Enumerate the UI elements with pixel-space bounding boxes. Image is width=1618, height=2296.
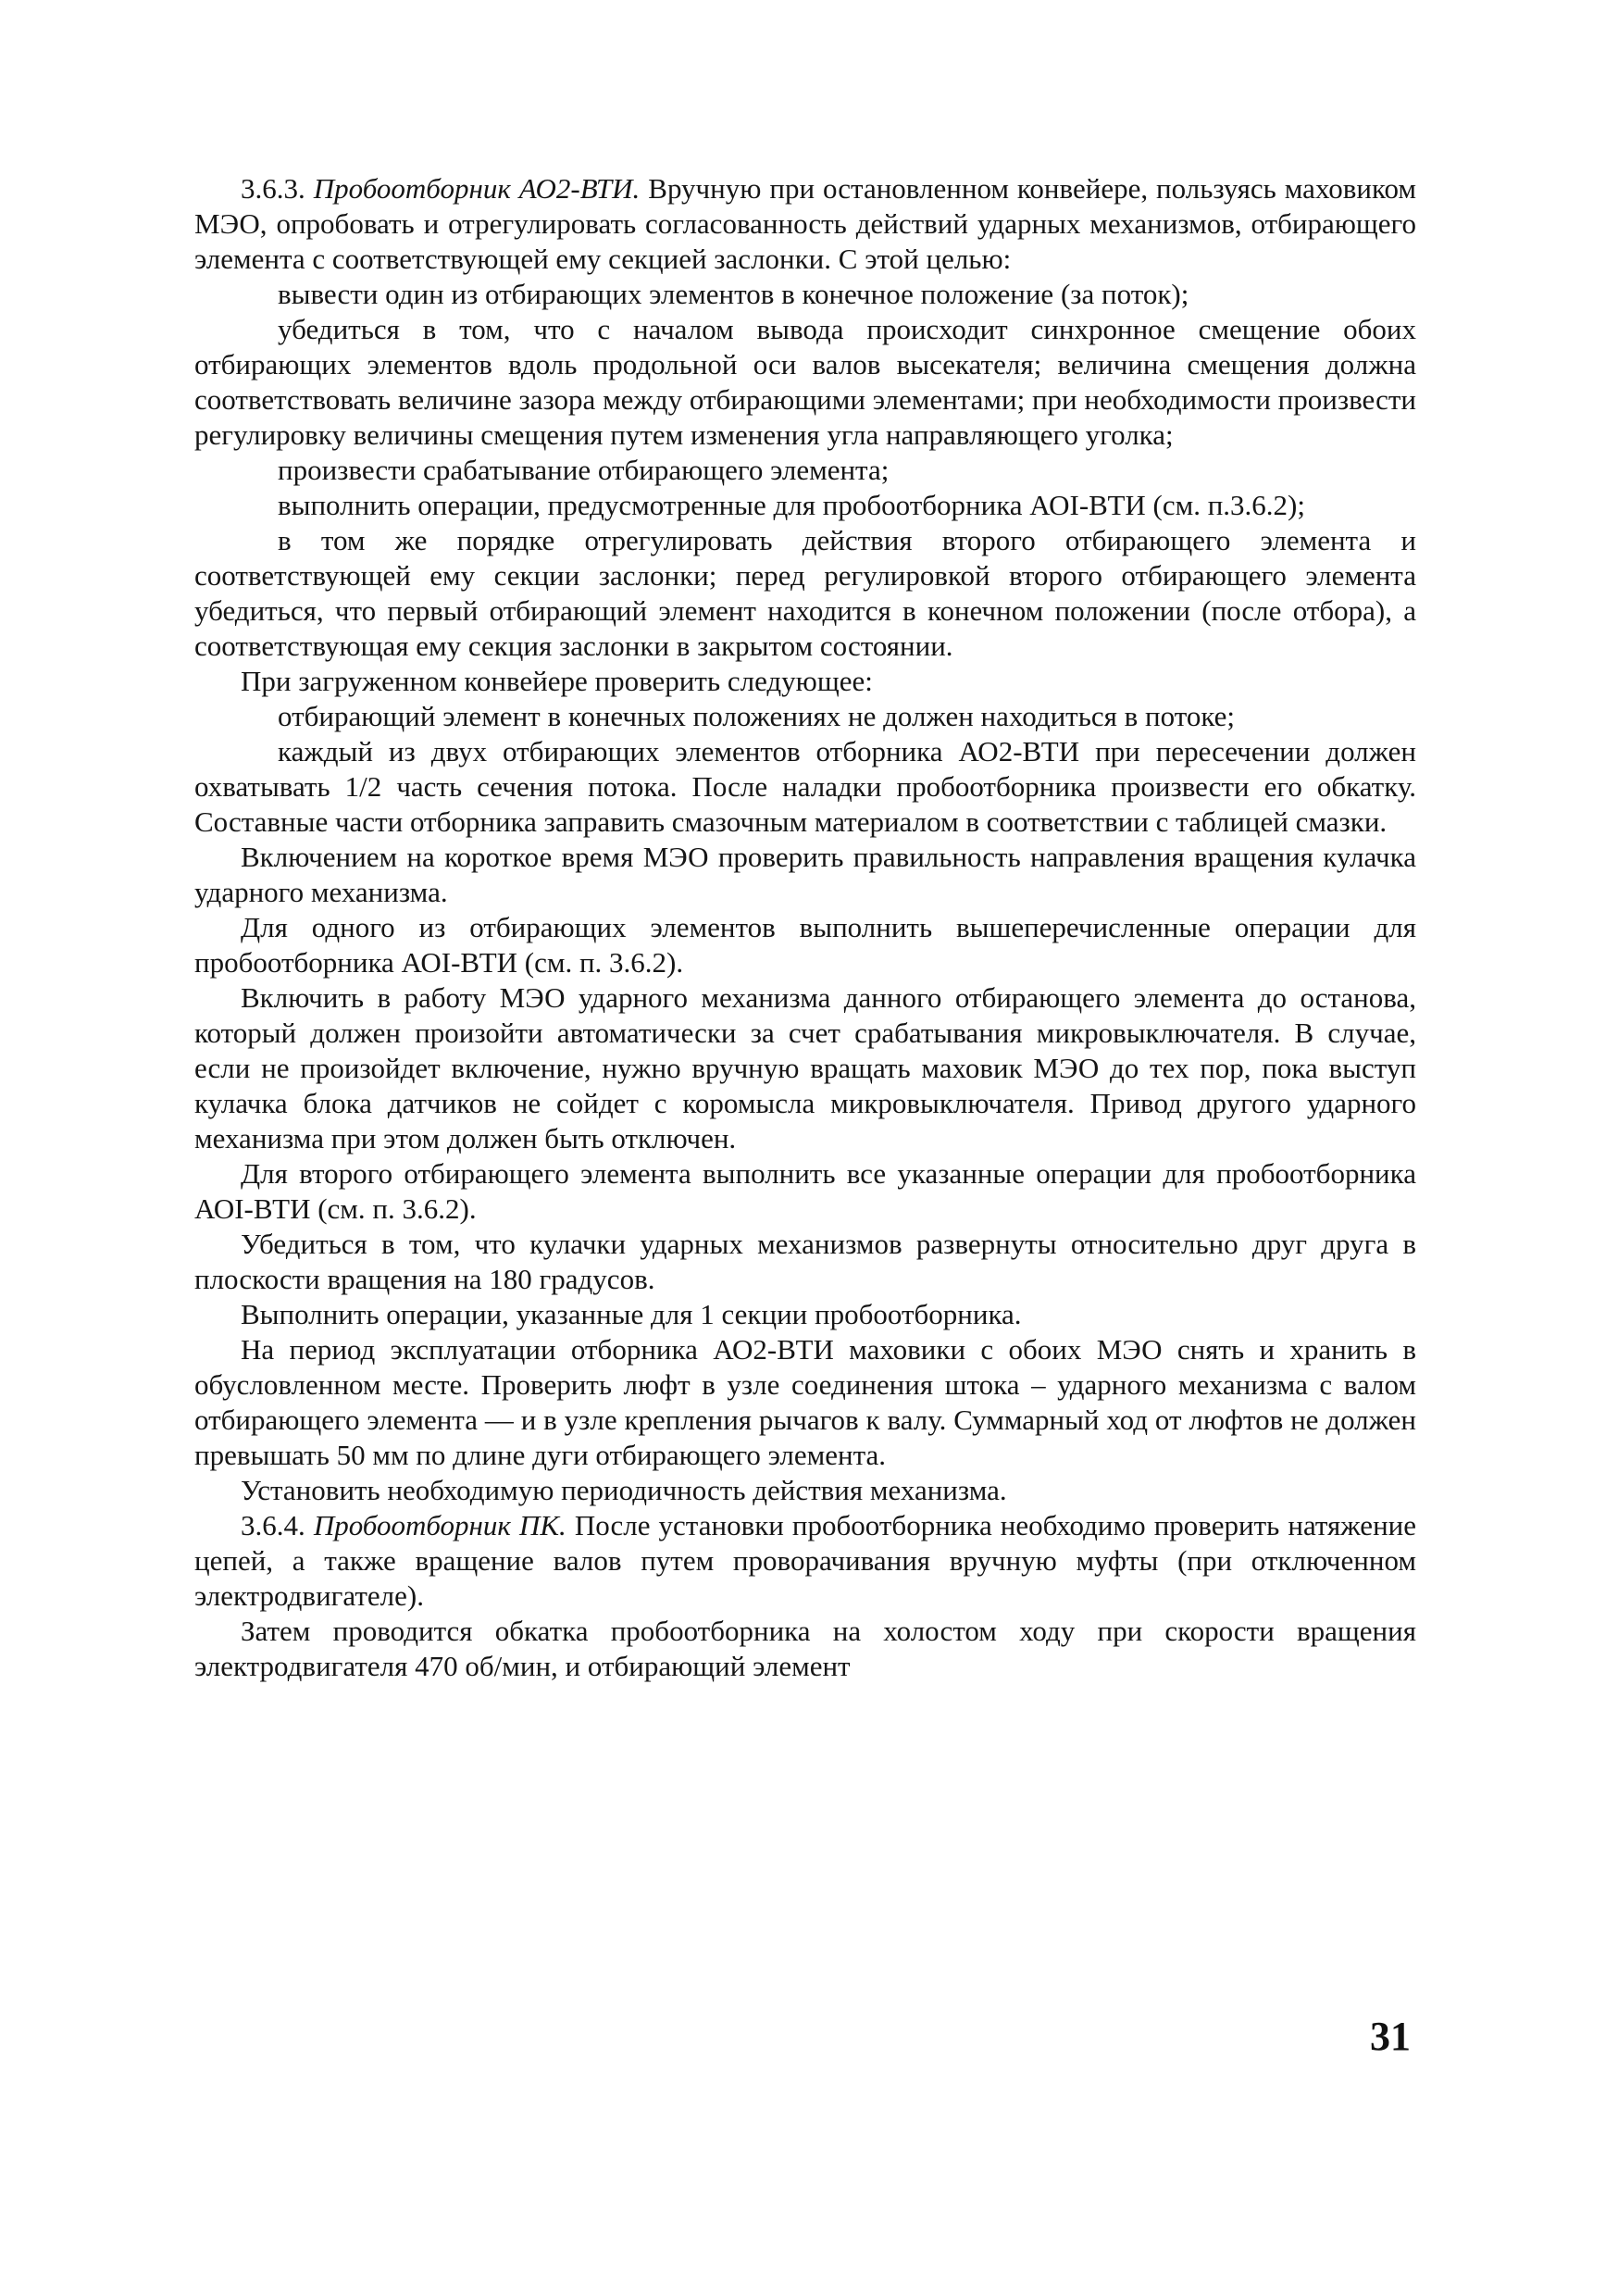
- loaded-conveyor-intro: При загруженном конвейере проверить следующее:: [241, 665, 873, 697]
- section-number: 3.6.4.: [241, 1509, 305, 1541]
- step-item: выполнить операции, предусмотренные для пробоотборника АОI-ВТИ (см. п.3.6.2);: [278, 489, 1305, 521]
- section-3-6-3-intro: [194, 171, 1416, 277]
- paragraph: Установить необходимую периодичность действия механизма.: [241, 1474, 1007, 1506]
- paragraph: Выполнить операции, указанные для 1 секции пробоотборника.: [241, 1298, 1022, 1330]
- section-text: После установки пробоотборника необходимо проверить натяжение цепей, а также вращение валов путем проворачивания вручную муфты (при отключенном электродвигателе).: [194, 1509, 1417, 1612]
- check-item: каждый из двух отбирающих элементов отборника АО2-ВТИ при пересечении должен охватывать 1/2 часть сечения потока. После наладки пробоотборника произвести его обкатку. Составные части отборника заправить смазочным материалом в соответствии с таблицей смазки.: [194, 735, 1416, 838]
- section-3-6-4: [194, 1508, 1416, 1614]
- step-item: убедиться в том, что с началом вывода происходит синхронное смещение обоих отбирающих элементов вдоль продольной оси валов высекателя; величина смещения должна соответствовать величине зазора между отбирающими элементами; при необходимости произвести регулировку величины смещения путем изменения угла направляющего уголка;: [194, 313, 1416, 451]
- step-item: произвести срабатывание отбирающего элемента;: [278, 454, 890, 486]
- paragraph: Для второго отбирающего элемента выполнить все указанные операции для пробоотборника АОI-ВТИ (см. п. 3.6.2).: [194, 1157, 1416, 1225]
- page-body: [194, 171, 1416, 1684]
- section-intro-text: Вручную при остановленном конвейере, пользуясь маховиком МЭО, опробовать и отрегулировать согласованность действий ударных механизмов, отбирающего элемента с соответствующей ему секцией заслонки. С этой целью:: [194, 172, 1417, 275]
- section-title: Пробоотборник ПК.: [313, 1509, 566, 1541]
- section-title: Пробоотборник АО2-ВТИ.: [313, 172, 641, 205]
- paragraph: Включением на короткое время МЭО проверить правильность направления вращения кулачка ударного механизма.: [194, 841, 1416, 908]
- paragraph: На период эксплуатации отборника АО2-ВТИ маховики с обоих МЭО снять и хранить в обусловленном месте. Проверить люфт в узле соединения штока – ударного механизма с валом отбирающего элемента — и в узле крепления рычагов к валу. Суммарный ход от люфтов не должен превышать 50 мм по длине дуги отбирающего элемента.: [194, 1333, 1416, 1471]
- paragraph: Включить в работу МЭО ударного механизма данного отбирающего элемента до останова, который должен произойти автоматически за счет срабатывания микровыключателя. В случае, если не произойдет включение, нужно вручную вращать маховик МЭО до тех пор, пока выступ кулачка блока датчиков не сойдет с коромысла микровыключателя. Привод другого ударного механизма при этом должен быть отключен.: [194, 981, 1416, 1154]
- paragraph: Затем проводится обкатка пробоотборника на холостом ходу при скорости вращения электродвигателя 470 об/мин, и отбирающий элемент: [194, 1615, 1416, 1682]
- section-number: 3.6.3.: [241, 172, 305, 205]
- step-item: в том же порядке отрегулировать действия второго отбирающего элемента и соответствующей ему секции заслонки; перед регулировкой второго отбирающего элемента убедиться, что первый отбирающий элемент находится в конечном положении (после отбора), а соответствующая ему секция заслонки в закрытом состоянии.: [194, 524, 1416, 662]
- paragraph: Для одного из отбирающих элементов выполнить вышеперечисленные операции для пробоотборника АОI-ВТИ (см. п. 3.6.2).: [194, 911, 1416, 979]
- page-number: 31: [1370, 2014, 1411, 2059]
- step-item: вывести один из отбирающих элементов в конечное положение (за поток);: [278, 278, 1189, 310]
- paragraph: Убедиться в том, что кулачки ударных механизмов развернуты относительно друг друга в плоскости вращения на 180 градусов.: [194, 1228, 1416, 1295]
- check-item: отбирающий элемент в конечных положениях не должен находиться в потоке;: [278, 700, 1236, 732]
